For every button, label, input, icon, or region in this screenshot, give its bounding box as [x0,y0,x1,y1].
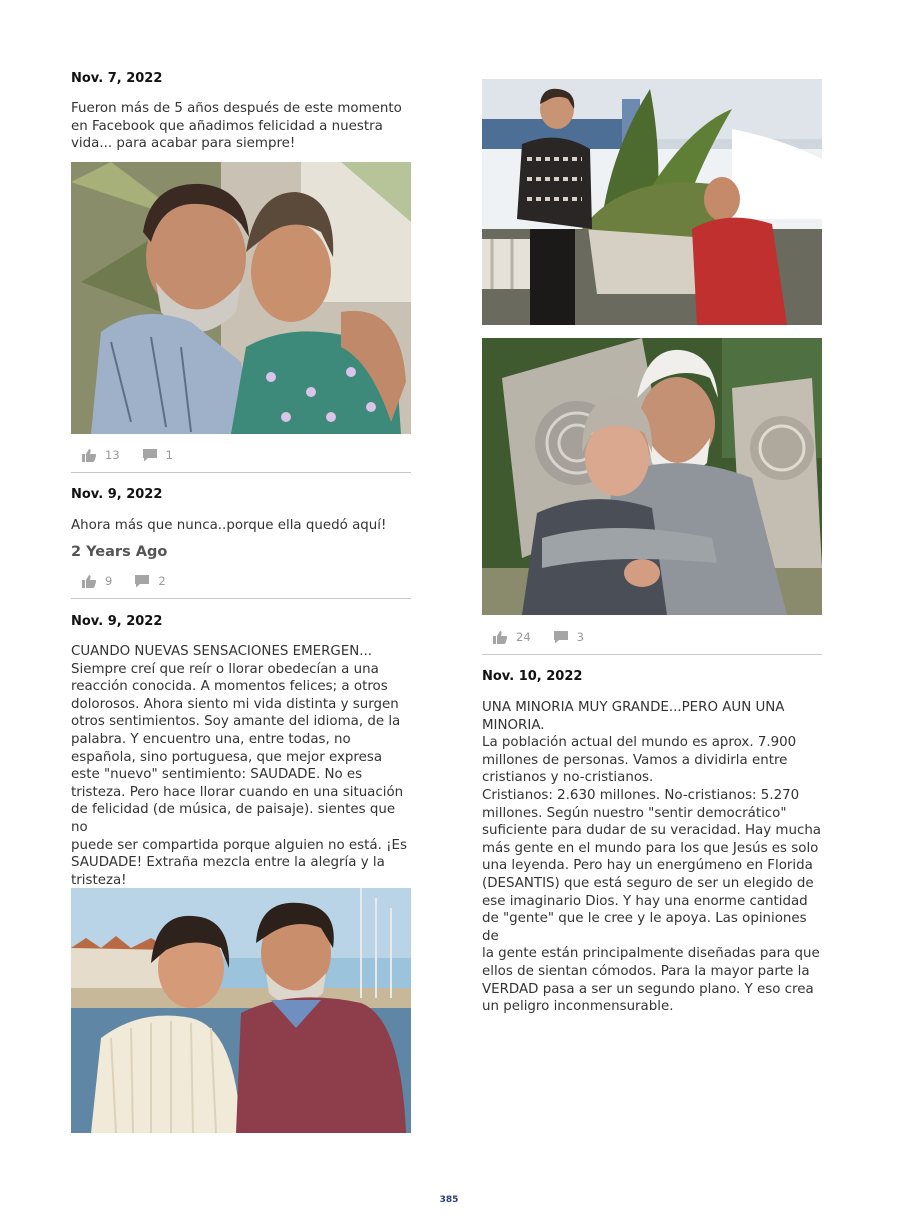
post-divider [71,598,411,599]
post-date: Nov. 9, 2022 [71,614,163,629]
post-photo-falls-planter [482,79,822,325]
post-time-ago: 2 Years Ago [71,544,168,560]
post-divider [71,472,411,473]
speech-bubble-icon[interactable] [134,574,150,588]
post-date: Nov. 7, 2022 [71,71,163,86]
post-reactions [492,628,606,646]
comment-count: 2 [158,574,166,588]
post-photo-elderly-couple [482,338,822,615]
comment-count: 3 [576,630,584,644]
post-reactions [81,572,188,590]
post-text: Fueron más de 5 años después de este momento en Facebook que añadimos felicidad a nuestra vida... para acabar para siempre! [71,101,402,152]
post-photo-couple-embrace [71,162,411,434]
page-number: 385 [439,1195,459,1205]
post-divider [482,654,822,655]
like-count: 24 [516,630,531,644]
like-count: 9 [105,574,113,588]
post-text: UNA MINORIA MUY GRANDE...PERO AUN UNA MINORIA. La población actual del mundo es aprox. 7.900 millones de personas. Vamos a dividirla entre cristianos y no-cristianos. Cristianos: 2.630 millones. No-cristianos: 5.270 millones. Según nuestro "sentir democrático" suficiente para dudar de su veracidad. Hay mucha más gente en el mundo para los que Jesús es solo una leyenda. Pero hay un energúmeno en Florida (DESANTIS) que está seguro de ser un elegido de ese imaginario Dios. Y hay una enorme cantidad de "gente" que le cree y le apoya. Las opiniones de la gente están principalmente diseñadas para que ellos de sientan cómodos. Para la mayor parte la VERDAD pasa a ser un segundo plano. Y eso crea un peligro inconmensurable. [482,700,822,1015]
like-count: 13 [105,448,120,462]
comment-count: 1 [165,448,173,462]
speech-bubble-icon[interactable] [553,630,569,644]
post-date: Nov. 10, 2022 [482,669,583,684]
speech-bubble-icon[interactable] [142,448,158,462]
thumbs-up-icon[interactable] [81,574,97,588]
post-text: Ahora más que nunca..porque ella quedó aquí! [71,518,387,533]
post-date: Nov. 9, 2022 [71,487,163,502]
post-photo-couple-marina [71,888,411,1133]
thumbs-up-icon[interactable] [81,448,97,462]
thumbs-up-icon[interactable] [492,630,508,644]
post-text: CUANDO NUEVAS SENSACIONES EMERGEN... Siempre creí que reír o llorar obedecían a una reacción conocida. A momentos felices; a otros dolorosos. Ahora siento mi vida distinta y surgen otros sentimientos. Soy amante del idioma, de la palabra. Y encuentro una, entre todas, no española, sino portuguesa, que mejor expresa este "nuevo" sentimiento: SAUDADE. No es tristeza. Pero hace llorar cuando en una situación de felicidad (de música, de paisaje). sientes que no puede ser compartida porque alguien no está. ¡Es SAUDADE! Extraña mezcla entre la alegría y la tristeza! [71,644,407,888]
post-reactions [81,446,195,464]
